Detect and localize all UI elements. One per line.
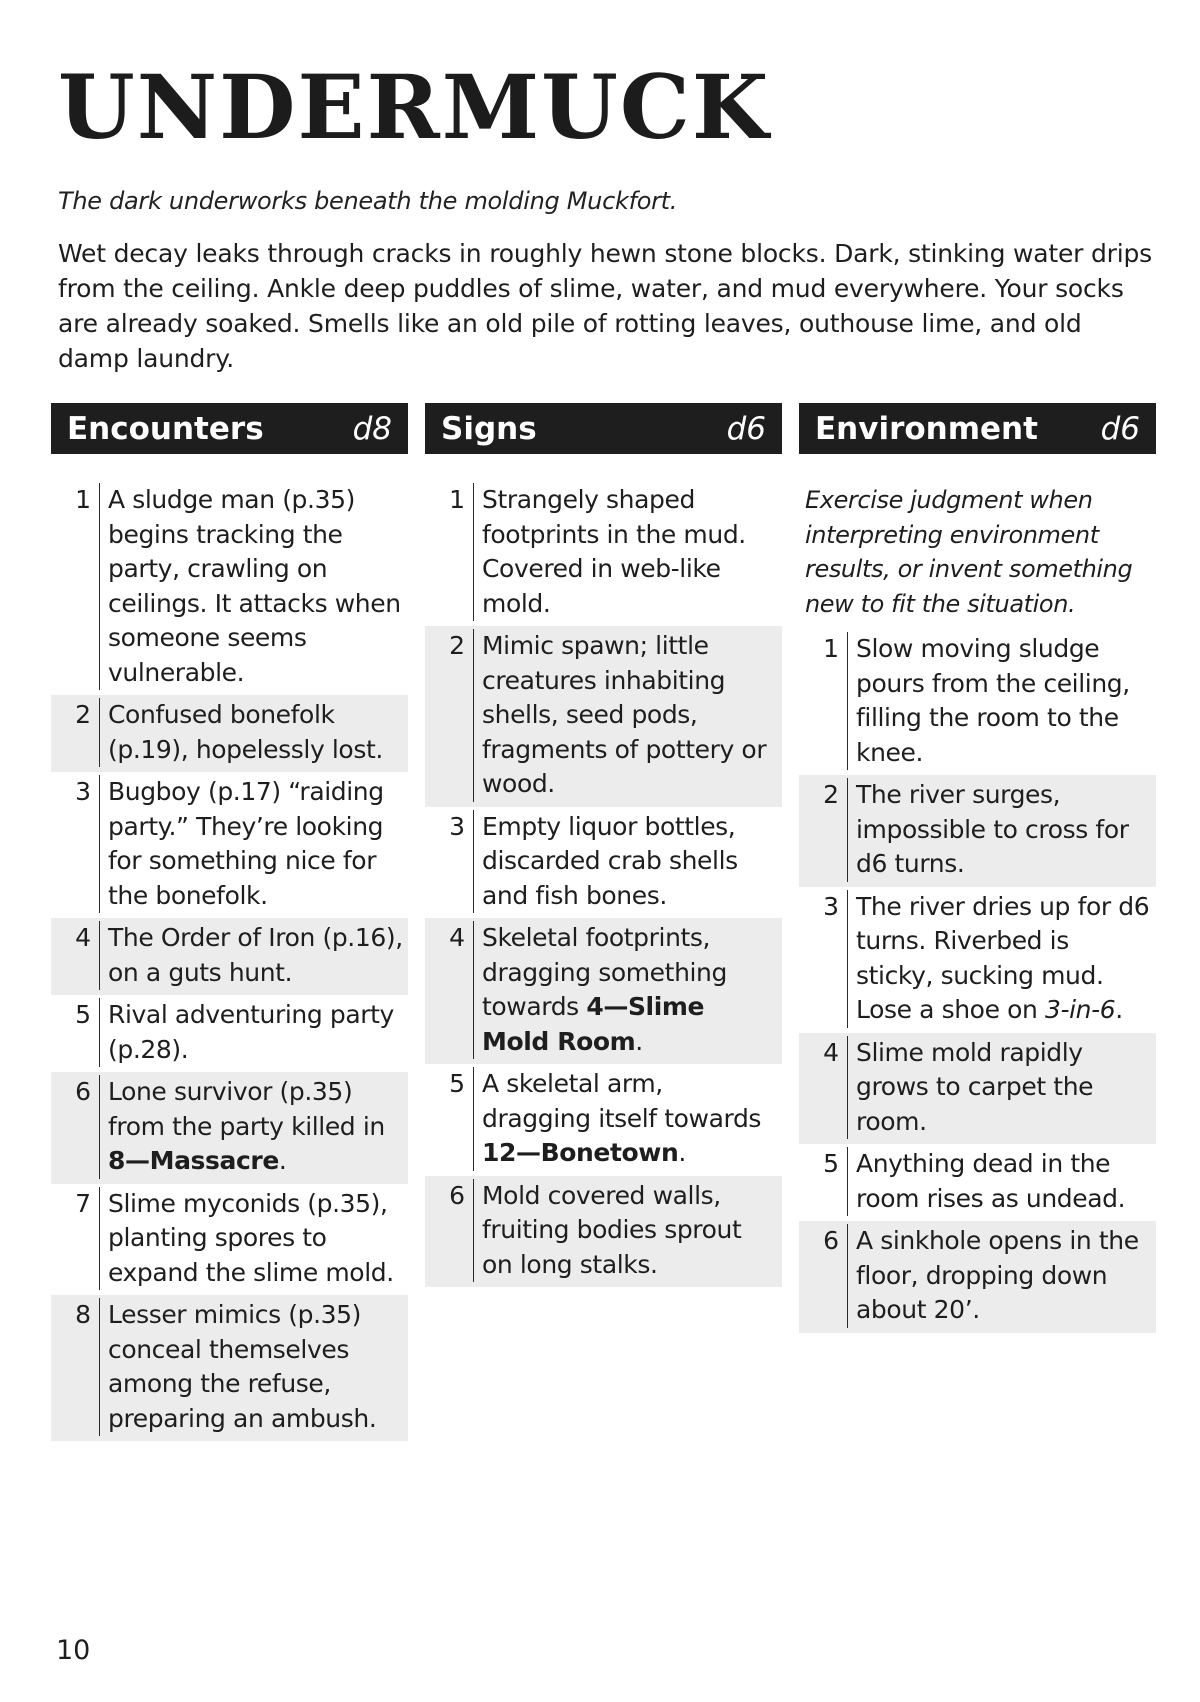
environment-title: Environment (815, 410, 1038, 447)
encounters-title: Encounters (67, 410, 264, 447)
table-row (425, 1064, 782, 1176)
row-text-main: Lone survivor (p.35) from the party killed in (108, 1077, 385, 1141)
row-number: 1 (823, 634, 839, 663)
encounters-die: d8 (352, 410, 392, 447)
signs-header (425, 403, 782, 454)
encounters-header (51, 403, 408, 454)
row-text-tail: . (278, 1146, 287, 1175)
row-number: 6 (823, 1226, 839, 1255)
table-row (799, 1221, 1156, 1333)
row-number: 8 (75, 1300, 91, 1329)
row-text: Rival adventuring party (p.28). (99, 998, 408, 1067)
row-text: Slime myconids (p.35), planting spores to expand the slime mold. (99, 1187, 408, 1291)
intro-paragraph: Wet decay leaks through cracks in roughly hewn stone blocks. Dark, stinking water drips from the ceiling. Ankle deep puddles of slime, water, and mud everywhere. Your socks are already soaked. Smells like an old pile of rotting leaves, outhouse lime, and old damp laundry. (58, 239, 1152, 373)
table-row (51, 695, 408, 772)
odds-value: 3-in-6 (1044, 995, 1116, 1024)
row-text: Anything dead in the room rises as undead. (847, 1147, 1156, 1216)
row-number: 7 (75, 1188, 91, 1218)
row-text: Mold covered walls, fruiting bodies sprout on long stalks. (473, 1179, 782, 1283)
table-row (51, 480, 408, 695)
row-text: The river surges, impossible to cross for d6 turns. (847, 778, 1156, 882)
row-text: Empty liquor bottles, discarded crab shells and fish bones. (473, 810, 782, 914)
signs-table (425, 403, 782, 1287)
table-row (51, 772, 408, 918)
row-text-tail: . (635, 1026, 643, 1056)
row-text-main: A skeletal arm, dragging itself towards (482, 1069, 762, 1133)
row-text-tail: . (1115, 995, 1123, 1024)
table-row (51, 1295, 408, 1441)
row-number: 2 (823, 780, 839, 809)
location-reference: 4—Slime Mold Room (482, 992, 705, 1056)
row-text: Mimic spawn; little creatures inhabiting shells, seed pods, fragments of pottery or wood. (473, 629, 782, 802)
row-number: 5 (449, 1069, 465, 1098)
row-text (99, 1075, 408, 1179)
row-number: 4 (449, 923, 465, 952)
row-text-main: The river dries up for d6 turns. Riverbed is sticky, sucking mud. Lose a shoe on (856, 891, 1150, 1024)
row-text: Strangely shaped footprints in the mud. Covered in web-like mold. (473, 483, 782, 621)
row-number: 1 (75, 485, 91, 514)
row-text: Slime mold rapidly grows to carpet the room. (847, 1036, 1156, 1140)
row-number: 3 (823, 891, 839, 921)
table-row (51, 918, 408, 995)
environment-note: Exercise judgment when interpreting environment results, or invent something new to fit the situation. (805, 486, 1133, 618)
table-row (51, 995, 408, 1072)
row-text-tail: . (678, 1138, 686, 1167)
table-row (425, 918, 782, 1064)
row-number: 4 (823, 1037, 839, 1067)
environment-table (799, 403, 1156, 1333)
row-text (473, 1067, 782, 1171)
environment-die: d6 (1100, 410, 1140, 447)
row-number: 3 (449, 811, 465, 841)
row-text: A sinkhole opens in the floor, dropping down about 20’. (847, 1224, 1156, 1328)
signs-die: d6 (726, 410, 766, 447)
page-title: UNDERMUCK (58, 55, 771, 159)
table-row (425, 1176, 782, 1288)
location-reference: 8—Massacre (108, 1146, 279, 1175)
row-text: Bugboy (p.17) “raiding party.” They’re looking for something nice for the bonefolk. (99, 775, 408, 913)
table-row (51, 1072, 408, 1184)
encounters-table (51, 403, 408, 1441)
table-row (425, 626, 782, 807)
location-reference: 12—Bonetown (482, 1138, 679, 1167)
row-text-main: Skeletal footprints, dragging something towards (482, 923, 727, 1021)
row-number: 4 (75, 923, 91, 952)
table-row (425, 807, 782, 919)
row-text (473, 921, 782, 1059)
table-row (51, 1184, 408, 1296)
table-row (799, 775, 1156, 887)
table-row (799, 887, 1156, 1033)
row-text: A sludge man (p.35) begins tracking the party, crawling on ceilings. It attacks when someone seems vulnerable. (99, 483, 408, 690)
page-number: 10 (56, 1635, 91, 1666)
signs-title: Signs (441, 410, 537, 447)
row-number: 1 (449, 485, 465, 514)
row-number: 5 (823, 1149, 839, 1178)
row-text: Confused bonefolk (p.19), hopelessly lost. (99, 698, 408, 767)
row-number: 3 (75, 777, 91, 806)
row-number: 6 (75, 1077, 91, 1106)
row-number: 2 (449, 631, 465, 660)
subtitle: The dark underworks beneath the molding Muckfort. (58, 187, 678, 215)
table-row (799, 629, 1156, 775)
table-row (799, 1033, 1156, 1145)
row-text: The Order of Iron (p.16), on a guts hunt. (99, 921, 408, 990)
environment-header (799, 403, 1156, 454)
table-row (425, 480, 782, 626)
row-number: 6 (449, 1180, 465, 1210)
table-row (799, 1144, 1156, 1221)
row-number: 5 (75, 1000, 91, 1029)
row-text (847, 890, 1156, 1028)
row-text: Slow moving sludge pours from the ceiling, filling the room to the knee. (847, 632, 1156, 770)
row-text: Lesser mimics (p.35) conceal themselves among the refuse, preparing an ambush. (99, 1298, 408, 1436)
row-number: 2 (75, 700, 91, 729)
